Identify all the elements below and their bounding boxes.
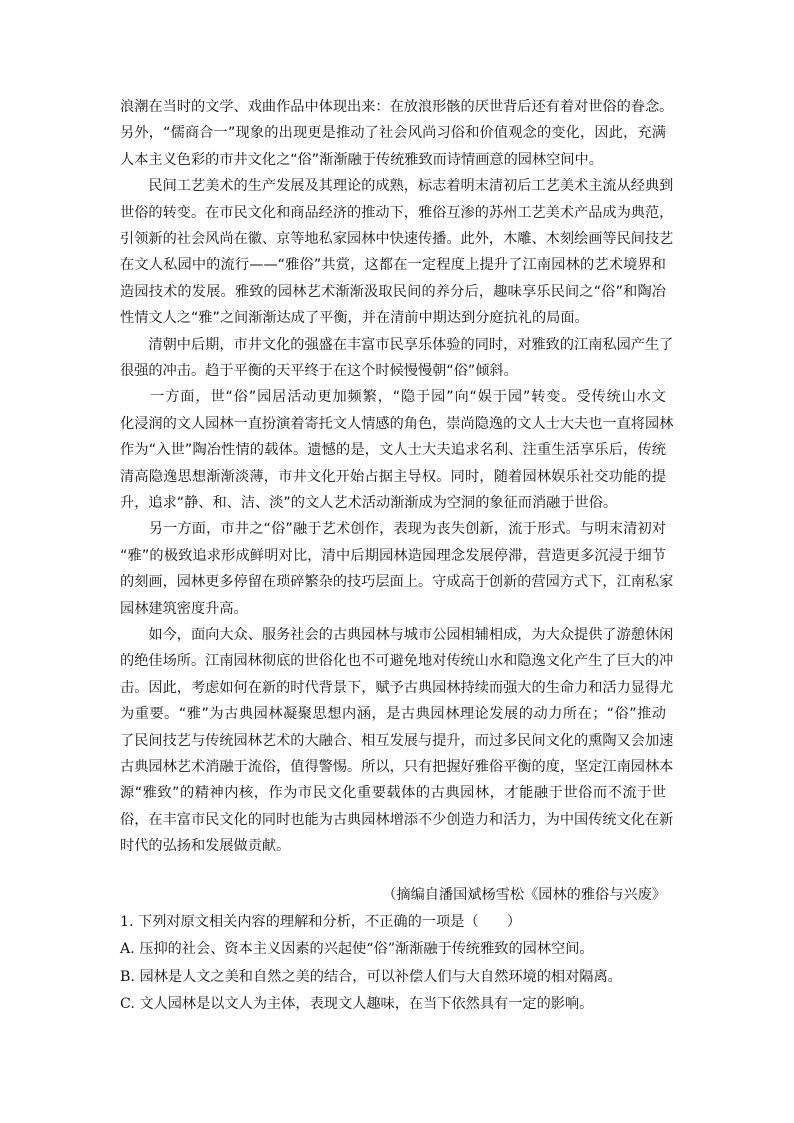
text-line: 很强的冲击。趋于平衡的天平终于在这个时候慢慢朝“俗”倾斜。 [120,363,518,379]
text-line: 清高隐逸思想渐渐淡薄，市井文化开始占据主导权。同时，随着园林娱乐社交功能的提 [120,468,666,485]
text-line: 化浸润的文人园林一直扮演着寄托文人情感的角色，崇尚隐逸的文人士大夫也一直将园林 [120,415,674,432]
text-line: 造园技术的发展。雅致的园林艺术渐渐汲取民间的养分后，趣味享乐民间之“俗”和陶冶 [120,283,666,300]
text-line: 击。因此，考虑如何在新的时代背景下，赋予古典园林持续而强大的生命力和活力显得尤 [120,679,674,696]
text-line: 人本主义色彩的市井文化之“俗”渐渐融于传统雅致而诗情画意的园林空间中。 [120,151,603,168]
text-line: 性情文人之“雅”之间渐渐达成了平衡，并在清前中期达到分庭抗礼的局面。 [120,310,589,327]
text-line: 俗，在丰富市民文化的同时也能为古典园林增添不少创造力和活力，为中国传统文化在新 [120,811,674,828]
question-stem: 1. 下列对原文相关内容的理解和分析，不正确的一项是（ ） [120,914,522,930]
text-line: 升，追求“静、和、洁、淡”的文人艺术活动渐渐成为空洞的象征而消融于世俗。 [120,495,618,511]
text-line: 古典园林艺术消融于流俗，值得警惕。所以，只有把握好雅俗平衡的度，坚定江南园林本 [120,759,674,775]
text-line: 时代的弘扬和发展做贡献。 [120,838,291,855]
option-a: A. 压抑的社会、资本主义因素的兴起使“俗”渐渐融于传统雅致的园林空间。 [120,941,594,957]
source-citation: （摘编自潘国斌杨雪松《园林的雅俗与兴废》 [382,887,666,903]
text-line: 民间工艺美术的生产发展及其理论的成熟，标志着明末清初后工艺美术主流从经典到 [120,178,674,195]
text-line: 如今，面向大众、服务社会的古典园林与城市公园相辅相成，为大众提供了游憩休闲 [120,627,674,643]
text-line: 了民间技艺与传统园林艺术的大融合、相互发展与提升，而过多民间文化的熏陶又会加速 [120,732,674,749]
option-c: C. 文人园林是以文人为主体，表现文人趣味，在当下依然具有一定的影响。 [120,996,594,1012]
text-line: 浪潮在当时的文学、戏曲作品中体现出来：在放浪形骸的厌世背后还有着对世俗的眷念。 [120,99,674,115]
text-line: 的绝佳场所。江南园林彻底的世俗化也不可避免地对传统山水和隐逸文化产生了巨大的冲 [120,653,674,670]
text-line: 的刻画，园林更多停留在琐碎繁杂的技巧层面上。守成高于创新的营园方式下，江南私家 [120,574,674,591]
text-line: 引领新的社会风尚在徽、京等地私家园林中快速传播。此外，木雕、木刻绘画等民间技艺 [120,231,674,247]
text-line: 清朝中后期，市井文化的强盛在丰富市民享乐体验的同时，对雅致的江南私园产生了 [120,336,674,353]
option-b: B. 园林是人文之美和自然之美的结合，可以补偿人们与大自然环境的相对隔离。 [120,969,622,985]
text-line: 世俗的转变。在市民文化和商品经济的推动下，雅俗互渗的苏州工艺美术产品成为典范， [120,204,674,221]
text-line: 园林建筑密度升高。 [120,600,248,617]
text-line: 在文人私园中的流行——“雅俗”共赏，这都在一定程度上提升了江南园林的艺术境界和 [120,257,666,274]
text-line: 源“雅致”的精神内核，作为市民文化重要载体的古典园林，才能融于世俗而不流于世 [120,785,666,802]
text-line: 另一方面，市井之“俗”融于艺术创作，表现为丧失创新，流于形式。与明末清初对 [120,521,666,538]
text-line: 为重要。“雅”为古典园林凝聚思想内涵，是古典园林理论发展的动力所在；“俗”推动 [120,706,666,723]
text-line: “雅”的极致追求形成鲜明对比，清中后期园林造园理念发展停滞，营造更多沉浸于细节 [120,547,666,564]
text-line: 一方面，世“俗”园居活动更加频繁，“隐于园”向“娱于园”转变。受传统山水文 [120,389,666,406]
text-line: 作为“入世”陶冶性情的载体。遗憾的是，文人士大夫追求名利、注重生活享乐后，传统 [120,442,666,459]
text-line: 另外，“儒商合一”现象的出现更是推动了社会风尚习俗和价值观念的变化，因此，充满 [120,125,666,142]
